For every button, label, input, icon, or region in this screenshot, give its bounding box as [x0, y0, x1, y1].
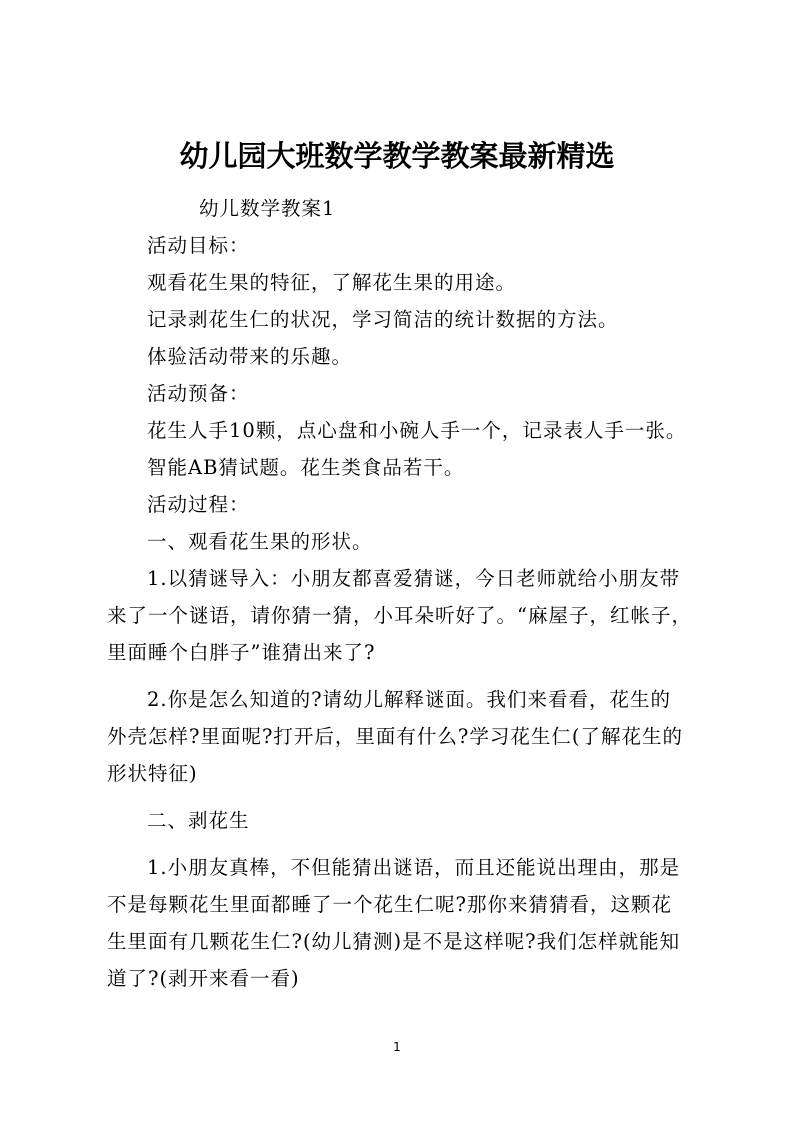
paragraph-line: 花生人手10颗，点心盘和小碗人手一个，记录表人手一张。	[147, 419, 687, 442]
paragraph-line: 道了?(剥开来看一看)	[107, 967, 300, 990]
paragraph-line: 活动过程：	[147, 493, 250, 516]
paragraph-line: 形状特征)	[107, 762, 198, 785]
document-title: 幼儿园大班数学教学教案最新精选	[179, 139, 615, 173]
paragraph-line: 来了一个谜语，请你猜一猜，小耳朵听好了。“麻屋子，红帐子，	[107, 604, 692, 627]
paragraph-line: 体验活动带来的乐趣。	[147, 345, 353, 368]
paragraph-line: 活动预备：	[147, 382, 250, 405]
paragraph-line: 1.小朋友真棒，不但能猜出谜语，而且还能说出理由，那是	[147, 856, 681, 879]
paragraph-line: 活动目标：	[147, 234, 250, 257]
paragraph-line: 记录剥花生仁的状况，学习简洁的统计数据的方法。	[147, 308, 619, 331]
page-number: 1	[393, 1040, 401, 1054]
paragraph-line: 2.你是怎么知道的?请幼儿解释谜面。我们来看看，花生的	[147, 688, 672, 711]
paragraph-line: 外壳怎样?里面呢?打开后，里面有什么?学习花生仁(了解花生的	[107, 725, 683, 748]
paragraph-line: 里面睡个白胖子”谁猜出来了?	[107, 641, 376, 664]
section-heading: 二、剥花生	[147, 809, 250, 832]
paragraph-line: 一、观看花生果的形状。	[147, 530, 373, 553]
paragraph-line: 智能AB猜试题。花生类食品若干。	[147, 456, 465, 479]
paragraph-line: 观看花生果的特征，了解花生果的用途。	[147, 271, 517, 294]
paragraph-line: 生里面有几颗花生仁?(幼儿猜测)是不是这样呢?我们怎样就能知	[107, 930, 681, 953]
paragraph-line: 1.以猜谜导入：小朋友都喜爱猜谜，今日老师就给小朋友带	[147, 567, 681, 590]
paragraph-line: 不是每颗花生里面都睡了一个花生仁呢?那你来猜猜看，这颗花	[107, 893, 672, 916]
section-heading: 幼儿数学教案1	[199, 197, 336, 220]
document-body	[107, 190, 707, 997]
